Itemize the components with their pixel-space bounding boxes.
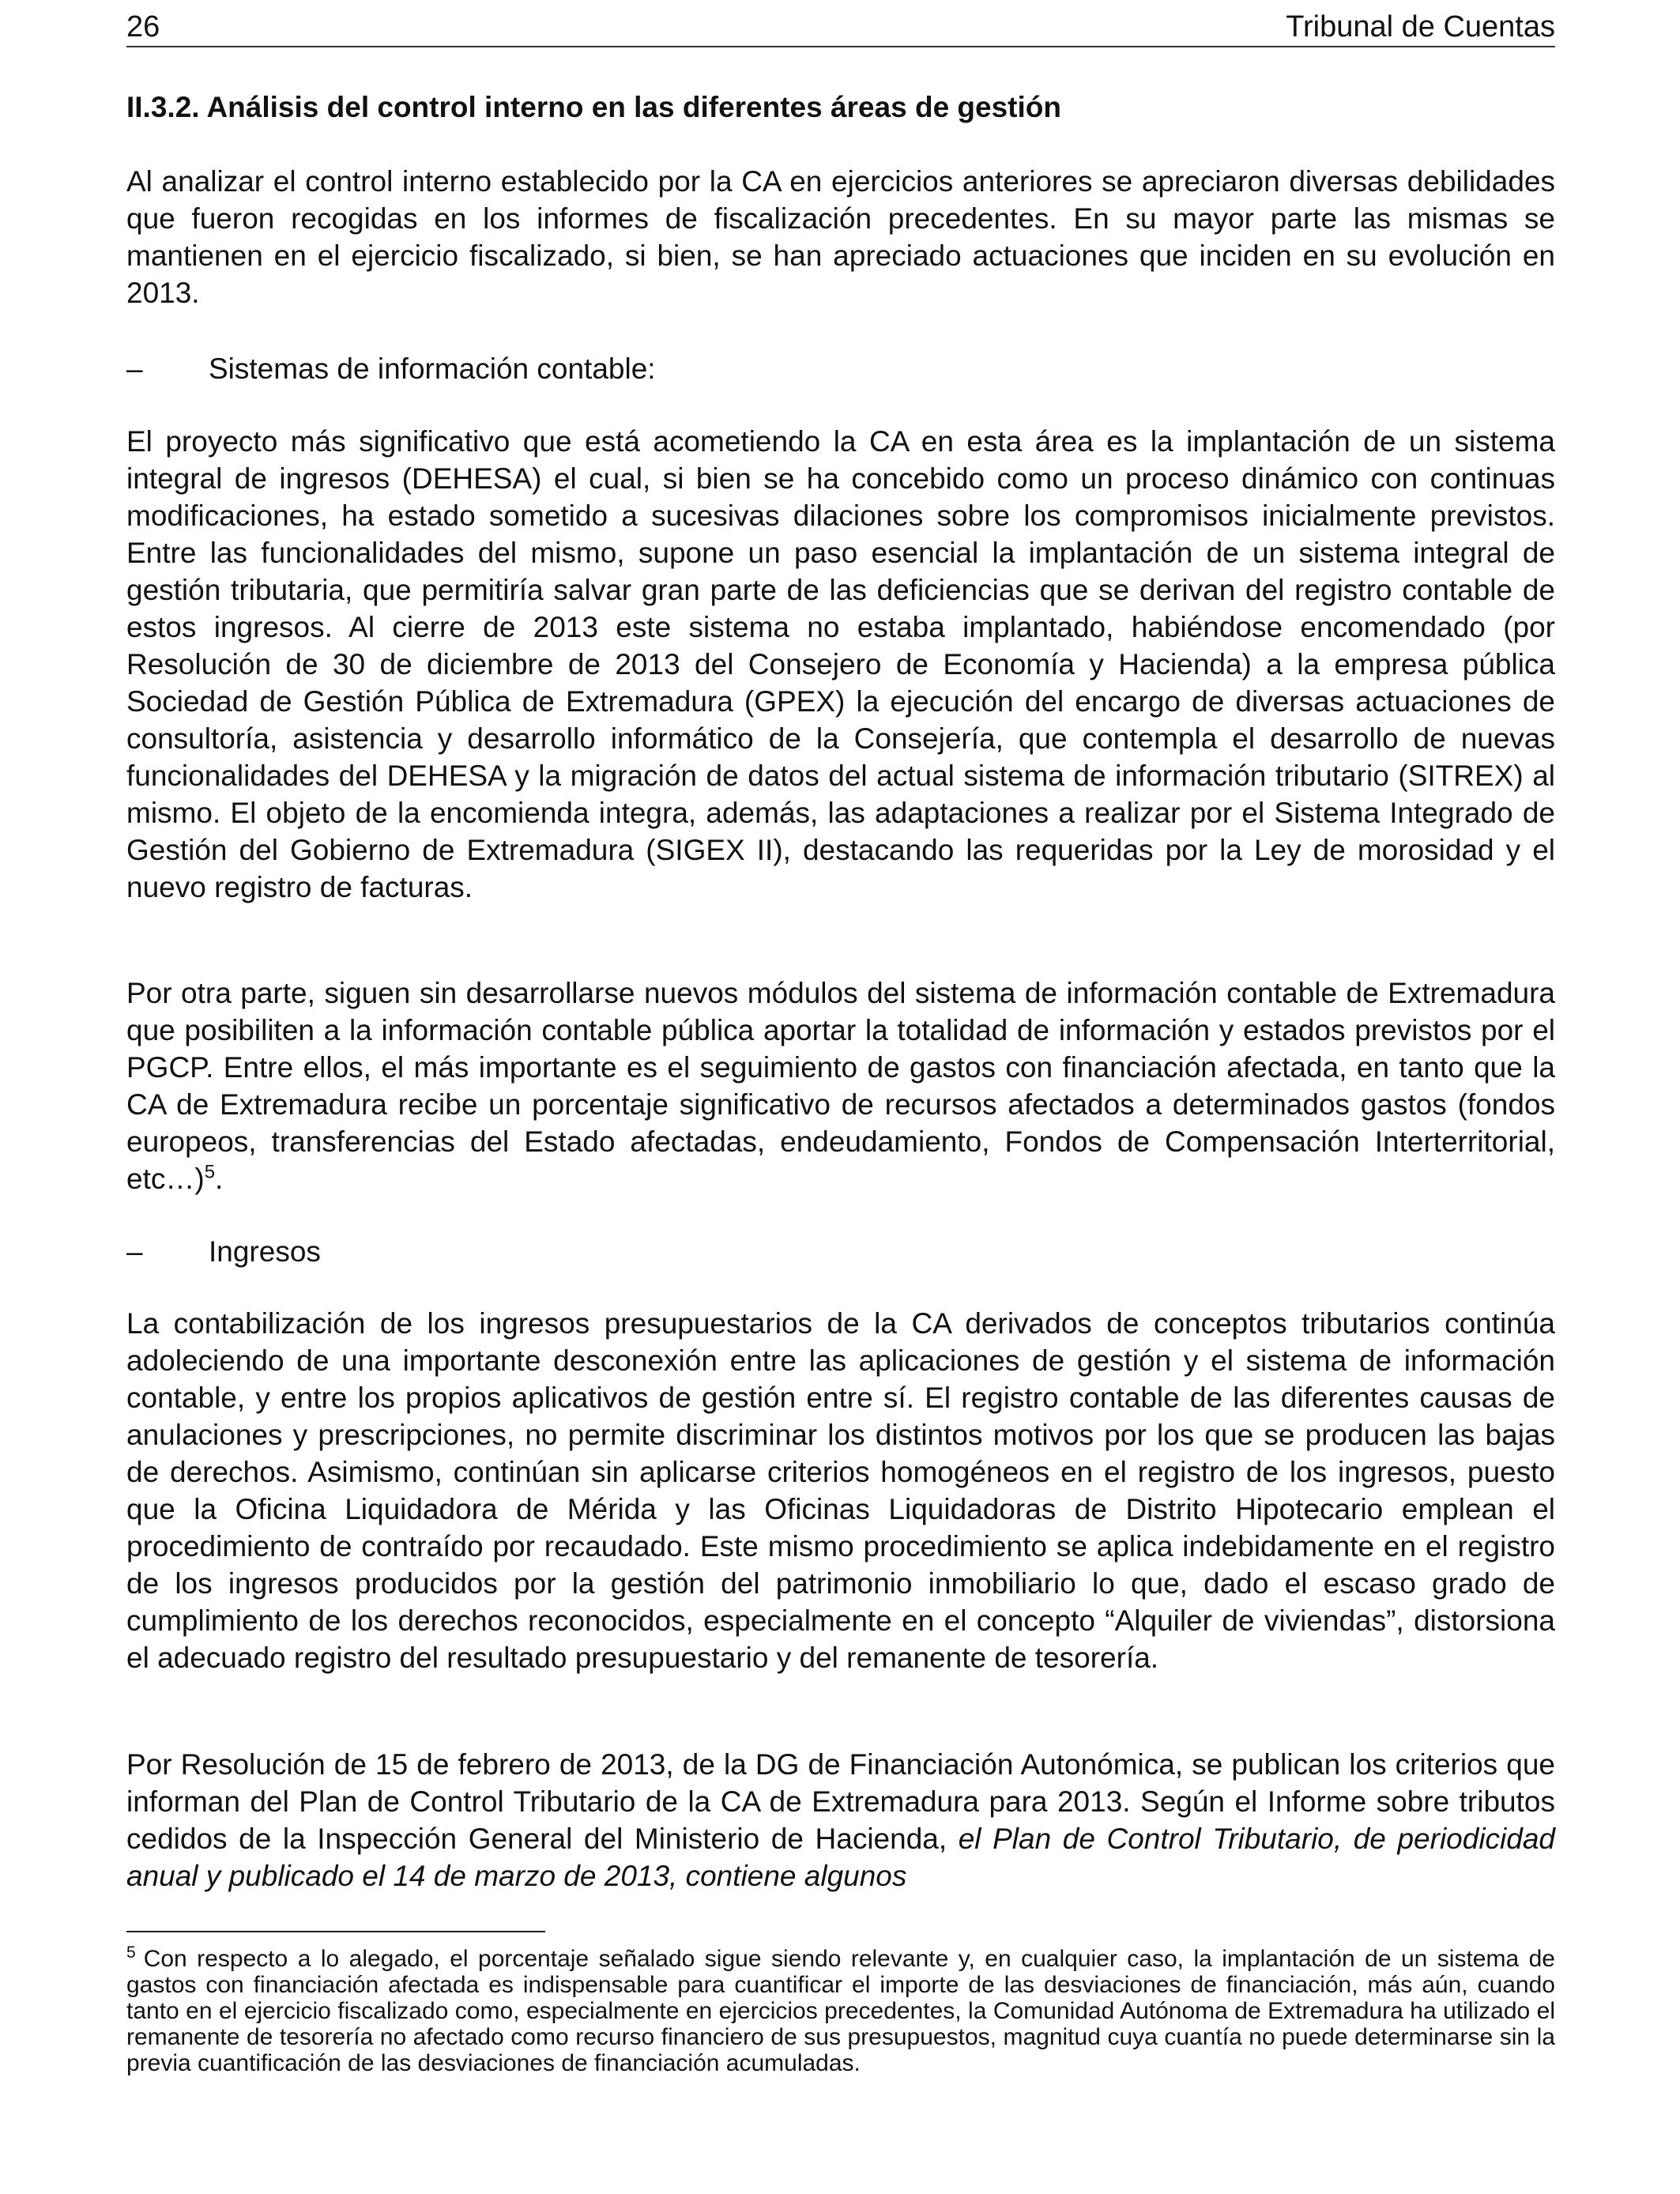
dash-bullet-icon: –: [126, 1235, 143, 1268]
body-paragraph: [126, 1746, 1555, 1894]
footnote-number: 5: [126, 1943, 136, 1962]
subsection-label: Sistemas de información contable:: [209, 352, 656, 385]
footnote-text: Con respecto a lo alegado, el porcentaje señalado sigue siendo relevante y, en cualquier caso, la implantación de un sistema de gastos con financiación afectada es indispensable para cuantificar el importe de las desviaciones de financiación, más aún, cuando tanto en el ejercicio fiscalizado como, especialmente en ejercicios precedentes, la Comunidad Autónoma de Extremadura ha utilizado el remanente de tesorería no afectado como recurso financiero de sus presupuestos, magnitud cuya cuantía no puede determinarse sin la previa cuantificación de las desviaciones de financiación acumuladas.: [126, 1946, 1555, 2076]
body-paragraph: [126, 974, 1555, 1197]
dash-bullet-icon: –: [126, 352, 143, 385]
page-number: 26: [126, 10, 160, 43]
footnote-separator: [126, 1931, 545, 1932]
paragraph-end: .: [215, 1163, 224, 1195]
footnote-reference: 5: [204, 1161, 216, 1183]
subsection-label: Ingresos: [209, 1235, 321, 1268]
header-title: Tribunal de Cuentas: [1286, 10, 1555, 43]
paragraph-text: Por Resolución de 15 de febrero de 2013, de la DG de Financiación Autonómica, se publican los criterios que informan del Plan de Control Tributario de la CA de Extremadura para 2013. Según el Informe sobre tributos cedidos de la Inspección General del Ministerio de Hacienda,: [126, 1748, 1555, 1855]
intro-paragraph: Al analizar el control interno establecido por la CA en ejercicios anteriores se apreciaron diversas debilidades que fueron recogidas en los informes de fiscalización precedentes. En su mayor parte las mismas se mantienen en el ejercicio fiscalizado, si bien, se han apreciado actuaciones que inciden en su evolución en 2013.: [126, 165, 1555, 309]
body-paragraph: El proyecto más significativo que está acometiendo la CA en esta área es la implantación de un sistema integral de ingresos (DEHESA) el cual, si bien se ha concebido como un proceso dinámico con continuas modificaciones, ha estado sometido a sucesivas dilaciones sobre los compromisos inicialmente previstos. Entre las funcionalidades del mismo, supone un paso esencial la implantación de un sistema integral de gestión tributaria, que permitiría salvar gran parte de las deficiencias que se derivan del registro contable de estos ingresos. Al cierre de 2013 este sistema no estaba implantado, habiéndose encomendado (por Resolución de 30 de diciembre de 2013 del Consejero de Economía y Hacienda) a la empresa pública Sociedad de Gestión Pública de Extremadura (GPEX) la ejecución del encargo de diversas actuaciones de consultoría, asistencia y desarrollo informático de la Consejería, que contempla el desarrollo de nuevas funcionalidades del DEHESA y la migración de datos del actual sistema de información tributario (SITREX) al mismo. El objeto de la encomienda integra, además, las adaptaciones a realizar por el Sistema Integrado de Gestión del Gobierno de Extremadura (SIGEX II), destacando las requeridas por la Ley de morosidad y el nuevo registro de facturas.: [126, 425, 1555, 903]
paragraph-text: Por otra parte, siguen sin desarrollarse nuevos módulos del sistema de información contable de Extremadura que posibiliten a la información contable pública aportar la totalidad de información y estados previstos por el PGCP. Entre ellos, el más importante es el seguimiento de gastos con financiación afectada, en tanto que la CA de Extremadura recibe un porcentaje significativo de recursos afectados a determinados gastos (fondos europeos, transferencias del Estado afectadas, endeudamiento, Fondos de Compensación Interterritorial, etc…): [126, 977, 1555, 1195]
section-heading: II.3.2. Análisis del control interno en las diferentes áreas de gestión: [126, 91, 1061, 123]
running-header: [126, 8, 1555, 47]
body-paragraph: La contabilización de los ingresos presupuestarios de la CA derivados de conceptos tributarios continúa adoleciendo de una importante desconexión entre las aplicaciones de gestión y el sistema de información contable, y entre los propios aplicativos de gestión entre sí. El registro contable de las diferentes causas de anulaciones y prescripciones, no permite discriminar los distintos motivos por los que se producen las bajas de derechos. Asimismo, continúan sin aplicarse criterios homogéneos en el registro de los ingresos, puesto que la Oficina Liquidadora de Mérida y las Oficinas Liquidadoras de Distrito Hipotecario emplean el procedimiento de contraído por recaudado. Este mismo procedimiento se aplica indebidamente en el registro de los ingresos producidos por la gestión del patrimonio inmobiliario lo que, dado el escaso grado de cumplimiento de los derechos reconocidos, especialmente en el concepto “Alquiler de viviendas”, distorsiona el adecuado registro del resultado presupuestario y del remanente de tesorería.: [126, 1307, 1555, 1674]
footnote: [126, 1943, 1555, 2076]
paragraph-italic-text: el Plan de Control Tributario, de periodicidad anual y publicado el 14 de marzo de 2013, contiene algunos: [126, 1823, 1555, 1892]
